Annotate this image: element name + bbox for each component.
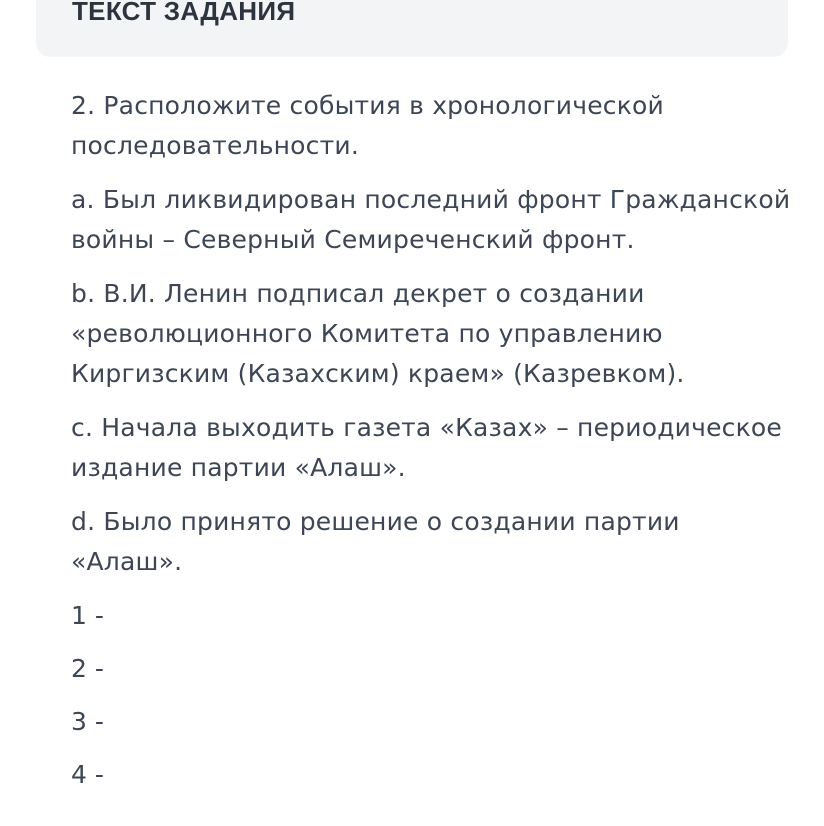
answer-line-1: 1 -: [71, 601, 104, 630]
task-header-card: [36, 0, 788, 57]
event-item-d: d. Было принято решение о создании партии «Алаш».: [71, 507, 680, 576]
answer-list: [71, 596, 791, 808]
answer-line-3: 3 -: [71, 707, 104, 736]
answer-line-4: 4 -: [71, 760, 104, 789]
task-instruction: 2. Расположите события в хронологической последовательности.: [71, 91, 664, 160]
task-content: [71, 86, 791, 808]
event-item-c: c. Начала выходить газета «Казах» – периодическое издание партии «Алаш».: [71, 413, 782, 482]
event-item-a: a. Был ликвидирован последний фронт Гражданской войны – Северный Семиреченский фронт.: [71, 185, 791, 254]
task-header-title: ТЕКСТ ЗАДАНИЯ: [72, 0, 296, 26]
answer-line-2: 2 -: [71, 654, 104, 683]
event-item-b: b. В.И. Ленин подписал декрет о создании «революционного Комитета по управлению Киргизским (Казахским) краем» (Казревком).: [71, 279, 685, 388]
